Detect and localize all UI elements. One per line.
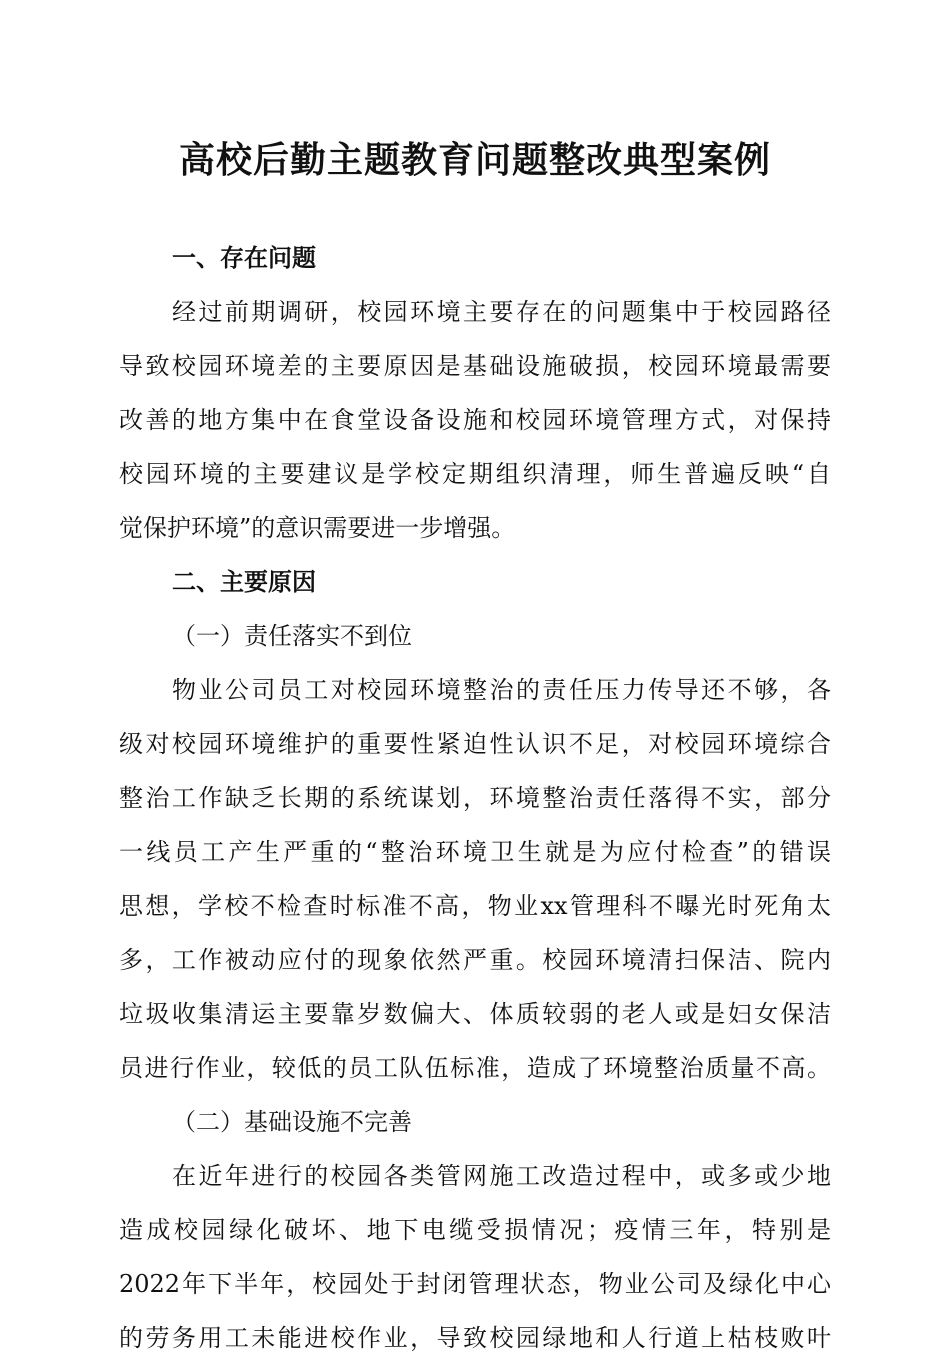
section-heading-causes: 二、主要原因 [172, 568, 316, 596]
paragraph-line: 的劳务用工未能进校作业，导致校园绿地和人行道上枯枝败叶 [119, 1324, 831, 1352]
paragraph-line: 思想，学校不检查时标准不高，物业xx管理科不曝光时死角太 [119, 892, 831, 920]
paragraph-line: 整治工作缺乏长期的系统谋划，环境整治责任落得不实，部分 [119, 784, 831, 812]
paragraph-line: 级对校园环境维护的重要性紧迫性认识不足，对校园环境综合 [119, 730, 831, 758]
paragraph-line: 员进行作业，较低的员工队伍标准，造成了环境整治质量不高。 [119, 1054, 831, 1082]
paragraph-line: 多，工作被动应付的现象依然严重。校园环境清扫保洁、院内 [119, 946, 831, 974]
subsection-heading-responsibility: （一）责任落实不到位 [172, 622, 412, 650]
paragraph-line: 物业公司员工对校园环境整治的责任压力传导还不够，各 [172, 676, 831, 704]
paragraph-line: 垃圾收集清运主要靠岁数偏大、体质较弱的老人或是妇女保洁 [119, 1000, 831, 1028]
paragraph-line: 经过前期调研，校园环境主要存在的问题集中于校园路径 [172, 298, 831, 326]
paragraph-line: 改善的地方集中在食堂设备设施和校园环境管理方式，对保持 [119, 406, 831, 434]
paragraph-line: 造成校园绿化破坏、地下电缆受损情况；疫情三年，特别是 [119, 1216, 831, 1244]
paragraph-line: 在近年进行的校园各类管网施工改造过程中，或多或少地 [172, 1162, 831, 1190]
section-heading-problems: 一、存在问题 [172, 244, 316, 272]
paragraph-line: 2022年下半年，校园处于封闭管理状态，物业公司及绿化中心 [119, 1270, 831, 1298]
paragraph-line: 一线员工产生严重的“整治环境卫生就是为应付检查”的错误 [119, 838, 831, 866]
subsection-heading-infrastructure: （二）基础设施不完善 [172, 1108, 412, 1136]
document-body [119, 231, 831, 1365]
document-title: 高校后勤主题教育问题整改典型案例 [178, 139, 771, 181]
paragraph-line: 导致校园环境差的主要原因是基础设施破损，校园环境最需要 [119, 352, 831, 380]
paragraph-line: 校园环境的主要建议是学校定期组织清理，师生普遍反映“自 [119, 460, 831, 488]
paragraph-line: 觉保护环境”的意识需要进一步增强。 [119, 514, 516, 542]
